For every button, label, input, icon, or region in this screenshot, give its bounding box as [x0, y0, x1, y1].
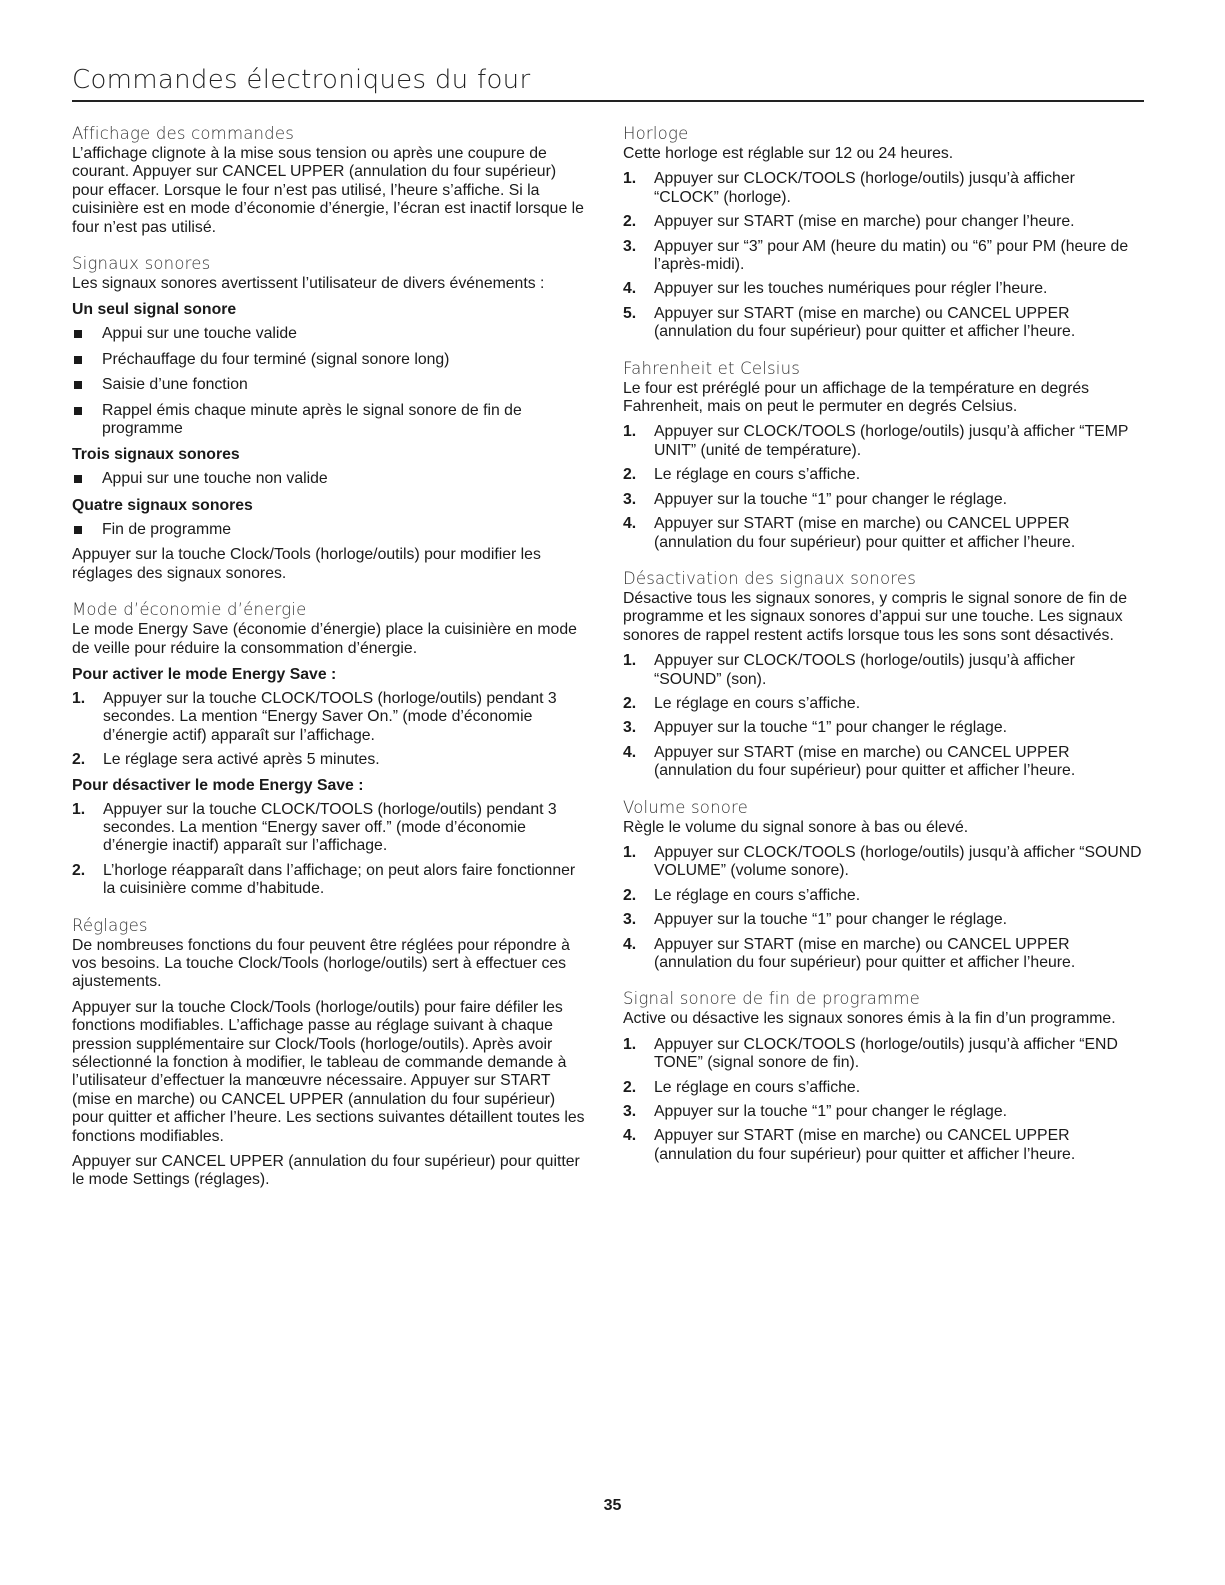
paragraph: Appuyer sur la touche Clock/Tools (horloge/outils) pour faire défiler les fonctions modifiables. L’affichage passe au réglage suivant à chaque pression supplémentaire sur Clock/Tools (horloge/outils). Après avoir sélectionné la fonction à modifier, le tableau de commande demande à l’utilisateur d’effectuer la manœuvre nécessaire. Appuyer sur START (mise en marche) ou CANCEL UPPER (annulation du four supérieur) pour quitter et afficher l’heure. Les sections suivantes détaillent toutes les fonctions modifiables.	[72, 998, 585, 1145]
list-item-text: Appuyer sur les touches numériques pour régler l’heure.	[654, 280, 1048, 298]
numbered-list	[72, 690, 586, 770]
list-item	[623, 213, 1143, 231]
header-rule	[72, 100, 1144, 102]
list-item	[623, 1036, 1143, 1073]
list-item	[72, 470, 586, 488]
bullet-square-icon	[74, 381, 82, 389]
subheading: Pour activer le mode Energy Save :	[72, 665, 337, 683]
list-item-text: Le réglage en cours s’affiche.	[654, 694, 861, 712]
step-number: 2.	[623, 213, 637, 231]
list-item-text: Appuyer sur “3” pour AM (heure du matin) ou “6” pour PM (heure de l’après-midi).	[654, 237, 1129, 274]
list-item	[623, 719, 1143, 737]
numbered-list	[72, 801, 586, 899]
step-number: 1.	[623, 843, 637, 861]
list-item-text: Préchauffage du four terminé (signal sonore long)	[102, 350, 450, 368]
list-item	[72, 690, 586, 745]
list-item	[623, 466, 1143, 484]
section-volume-sonore	[623, 798, 1143, 973]
section-fin-de-programme	[623, 989, 1143, 1164]
list-item-text: Saisie d’une fonction	[102, 376, 248, 394]
numbered-list	[623, 170, 1143, 341]
section-heading: Volume sonore	[623, 797, 749, 817]
numbered-list	[623, 652, 1143, 780]
list-item	[623, 744, 1143, 781]
section-heading: Signal sonore de fin de programme	[623, 989, 920, 1009]
section-affichage	[72, 124, 586, 237]
subheading: Trois signaux sonores	[72, 446, 240, 464]
list-item-text: Appui sur une touche non valide	[102, 470, 328, 488]
numbered-list	[623, 1036, 1143, 1164]
bullet-square-icon	[74, 475, 82, 483]
list-item-text: Appuyer sur START (mise en marche) ou CANCEL UPPER (annulation du four supérieur) pour quitter et afficher l’heure.	[654, 1127, 1076, 1163]
bullet-list	[72, 325, 586, 438]
list-item-text: Appui sur une touche valide	[102, 325, 297, 343]
list-item	[623, 305, 1143, 342]
bullet-list	[72, 521, 586, 539]
step-number: 3.	[623, 719, 637, 737]
section-desactivation-signaux	[623, 569, 1143, 781]
list-item-text: Appuyer sur la touche “1” pour changer le réglage.	[654, 719, 1008, 737]
list-item-text: L’horloge réapparaît dans l’affichage; on peut alors faire fonctionner la cuisinière comme d’habitude.	[103, 861, 576, 898]
list-item-text: Appuyer sur la touche CLOCK/TOOLS (horloge/outils) pendant 3 secondes. La mention “Energy Saver On.” (mode d’économie d’énergie actif) apparaît sur l’affichage.	[103, 689, 557, 744]
list-item-text: Appuyer sur la touche “1” pour changer le réglage.	[654, 1103, 1008, 1121]
step-number: 1.	[623, 423, 637, 441]
list-item	[623, 844, 1143, 881]
list-item-text: Appuyer sur la touche “1” pour changer le réglage.	[654, 490, 1008, 508]
list-item	[623, 238, 1143, 275]
list-item	[623, 515, 1143, 552]
bullet-list	[72, 470, 586, 488]
step-number: 4.	[623, 280, 637, 298]
list-item-text: Le réglage en cours s’affiche.	[654, 466, 861, 484]
bullet-square-icon	[74, 526, 82, 534]
step-number: 2.	[72, 751, 86, 769]
page-title: Commandes électroniques du four	[72, 65, 531, 95]
section-heading: Réglages	[72, 915, 148, 935]
section-reglages	[72, 916, 586, 1190]
list-item-text: Le réglage sera activé après 5 minutes.	[103, 751, 380, 769]
list-item	[72, 325, 586, 343]
step-number: 1.	[72, 800, 86, 818]
bullet-square-icon	[74, 330, 82, 338]
step-number: 1.	[623, 652, 637, 670]
page-number: 35	[603, 1497, 622, 1514]
paragraph: Appuyer sur CANCEL UPPER (annulation du four supérieur) pour quitter le mode Settings (réglages).	[72, 1153, 580, 1189]
paragraph: Le mode Energy Save (économie d’énergie) place la cuisinière en mode de veille pour réduire la consommation d’énergie.	[72, 621, 577, 657]
section-economie-energie	[72, 600, 586, 898]
paragraph: Cette horloge est réglable sur 12 ou 24 heures.	[623, 145, 954, 162]
step-number: 4.	[623, 935, 637, 953]
section-heading: Mode d’économie d’énergie	[72, 600, 307, 620]
step-number: 1.	[72, 689, 86, 707]
section-fahrenheit-celsius	[623, 359, 1143, 552]
step-number: 4.	[623, 1127, 637, 1145]
step-number: 3.	[623, 911, 637, 929]
numbered-list	[623, 423, 1143, 551]
list-item-text: Appuyer sur START (mise en marche) ou CANCEL UPPER (annulation du four supérieur) pour quitter et afficher l’heure.	[654, 935, 1076, 971]
list-item	[623, 170, 1143, 207]
list-item-text: Appuyer sur START (mise en marche) ou CANCEL UPPER (annulation du four supérieur) pour quitter et afficher l’heure.	[654, 515, 1076, 551]
step-number: 1.	[623, 1035, 637, 1053]
list-item	[72, 521, 586, 539]
list-item	[72, 751, 586, 769]
paragraph: Le four est préréglé pour un affichage de la température en degrés Fahrenheit, mais on peut le permuter en degrés Celsius.	[623, 379, 1090, 416]
section-heading: Affichage des commandes	[72, 124, 295, 143]
step-number: 3.	[623, 490, 637, 508]
step-number: 2.	[623, 1078, 637, 1096]
list-item	[623, 1103, 1143, 1121]
step-number: 1.	[623, 170, 637, 188]
subheading: Quatre signaux sonores	[72, 496, 253, 514]
list-item	[72, 402, 586, 439]
list-item-text: Appuyer sur CLOCK/TOOLS (horloge/outils) jusqu’à afficher “CLOCK” (horloge).	[654, 170, 1075, 206]
list-item-text: Le réglage en cours s’affiche.	[654, 886, 861, 904]
list-item	[623, 1127, 1143, 1164]
step-number: 4.	[623, 515, 637, 533]
list-item-text: Appuyer sur START (mise en marche) ou CANCEL UPPER (annulation du four supérieur) pour quitter et afficher l’heure.	[654, 743, 1076, 780]
paragraph: Active ou désactive les signaux sonores émis à la fin d’un programme.	[623, 1010, 1116, 1028]
list-item	[623, 423, 1143, 460]
bullet-square-icon	[74, 356, 82, 364]
list-item-text: Appuyer sur START (mise en marche) pour changer l’heure.	[654, 213, 1075, 231]
list-item	[623, 280, 1143, 298]
paragraph: Les signaux sonores avertissent l’utilisateur de divers événements :	[72, 275, 545, 293]
step-number: 3.	[623, 237, 637, 255]
bullet-square-icon	[74, 407, 82, 415]
list-item-text: Fin de programme	[102, 520, 232, 538]
subheading: Pour désactiver le mode Energy Save :	[72, 776, 364, 794]
section-heading: Fahrenheit et Celsius	[623, 358, 801, 378]
list-item	[72, 801, 586, 856]
section-heading: Signaux sonores	[72, 254, 211, 274]
section-heading: Horloge	[623, 124, 689, 143]
paragraph: De nombreuses fonctions du four peuvent être réglées pour répondre à vos besoins. La touche Clock/Tools (horloge/outils) sert à effectuer ces ajustements.	[72, 936, 570, 991]
section-heading: Désactivation des signaux sonores	[623, 568, 917, 588]
list-item-text: Appuyer sur START (mise en marche) ou CANCEL UPPER (annulation du four supérieur) pour quitter et afficher l’heure.	[654, 304, 1076, 341]
list-item-text: Appuyer sur la touche “1” pour changer le réglage.	[654, 911, 1008, 929]
subheading: Un seul signal sonore	[72, 301, 237, 319]
numbered-list	[623, 844, 1143, 972]
section-horloge	[623, 124, 1143, 342]
list-item-text: Le réglage en cours s’affiche.	[654, 1078, 861, 1096]
list-item	[623, 695, 1143, 713]
step-number: 4.	[623, 743, 637, 761]
step-number: 2.	[72, 861, 86, 879]
list-item-text: Appuyer sur la touche CLOCK/TOOLS (horloge/outils) pendant 3 secondes. La mention “Energy saver off.” (mode d’économie d’énergie inactif) apparaît sur l’affichage.	[103, 800, 557, 855]
list-item	[72, 351, 586, 369]
list-item-text: Appuyer sur CLOCK/TOOLS (horloge/outils) jusqu’à afficher “END TONE” (signal sonore de fin).	[654, 1035, 1118, 1072]
list-item	[72, 376, 586, 394]
step-number: 2.	[623, 466, 637, 484]
step-number: 2.	[623, 886, 637, 904]
list-item	[623, 491, 1143, 509]
step-number: 5.	[623, 304, 637, 322]
step-number: 2.	[623, 694, 637, 712]
paragraph: Désactive tous les signaux sonores, y compris le signal sonore de fin de programme et les signaux sonores d’appui sur une touche. Les signaux sonores de rappel restent actifs lorsque tous les sons sont désactivés.	[623, 589, 1128, 644]
list-item-text: Rappel émis chaque minute après le signal sonore de fin de programme	[102, 401, 522, 438]
section-signaux-sonores	[72, 254, 586, 583]
list-item	[72, 862, 586, 899]
list-item	[623, 936, 1143, 973]
paragraph: Appuyer sur la touche Clock/Tools (horloge/outils) pour modifier les réglages des signaux sonores.	[72, 546, 541, 582]
list-item-text: Appuyer sur CLOCK/TOOLS (horloge/outils) jusqu’à afficher “SOUND VOLUME” (volume sonore).	[654, 843, 1142, 880]
list-item	[623, 1079, 1143, 1097]
left-column	[72, 124, 586, 1207]
list-item	[623, 652, 1143, 689]
list-item	[623, 911, 1143, 929]
right-column	[623, 124, 1143, 1181]
paragraph: Règle le volume du signal sonore à bas ou élevé.	[623, 818, 969, 836]
paragraph: L’affichage clignote à la mise sous tension ou après une coupure de courant. Appuyer sur CANCEL UPPER (annulation du four supérieur) pour effacer. Lorsque le four n’est pas utilisé, l’heure s’affiche. Si la cuisinière est en mode d’économie d’énergie, l’écran est inactif lorsque le four n’est pas utilisé.	[72, 145, 584, 236]
step-number: 3.	[623, 1103, 637, 1121]
list-item-text: Appuyer sur CLOCK/TOOLS (horloge/outils) jusqu’à afficher “TEMP UNIT” (unité de température).	[654, 423, 1129, 459]
list-item	[623, 887, 1143, 905]
list-item-text: Appuyer sur CLOCK/TOOLS (horloge/outils) jusqu’à afficher “SOUND” (son).	[654, 652, 1075, 688]
page-header	[72, 62, 1144, 102]
